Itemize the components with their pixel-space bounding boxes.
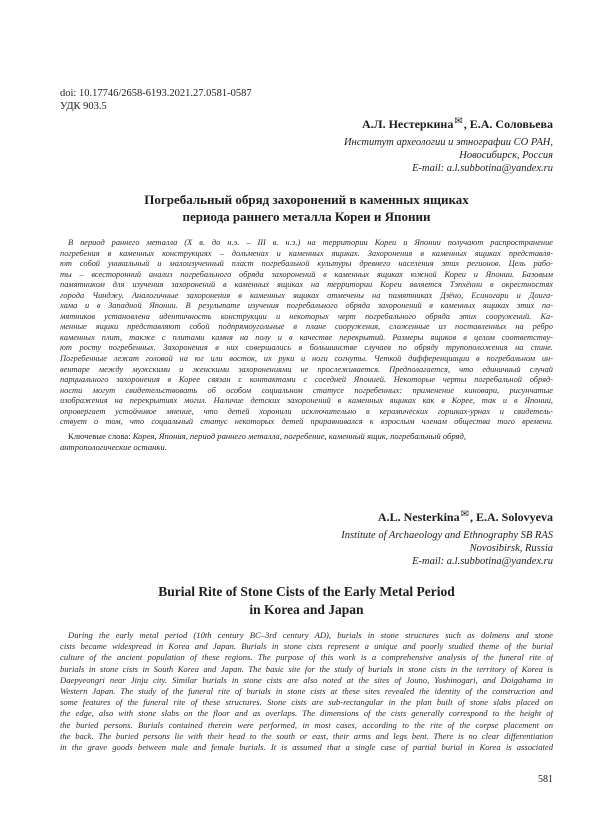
ru-abstract-line: погребения в каменных конструкциях – дольменах и каменных ящиках. Захоронения в каменных ящиках представля-	[60, 248, 553, 258]
ru-abstract-line: опровергает устойчивое мнение, что детей хоронили исключительно в керамических горшках-урнах и свидетель-	[60, 406, 553, 416]
ru-author-1: А.Л. Нестеркина	[361, 117, 454, 131]
en-author-2: , E.A. Solovyeva	[469, 510, 553, 524]
en-abstract-line: in the grave goods between male and female burials. It is assumed that a single case of partial burial in Korea is associated	[60, 741, 553, 752]
ru-abstract-line: вентаре между мужскими и женскими захоронениями не прослеживается. Предполагается, что единичный случай	[60, 364, 553, 374]
ru-abstract-line: изображения на перекрытиях могил. Наличие детских захоронений в каменных ящиках как в Корее, так и в Японии,	[60, 396, 553, 406]
ru-abstract-line: ности могут свидетельствовать об особом социальном статусе погребенных: применение киновари, рисунчатые	[60, 385, 553, 395]
ru-abstract-line: ют росту погребенных. Захоронения в них совершались в большинстве случаев по обряду трупоположения на спине.	[60, 343, 553, 353]
en-abstract-line: During the early metal period (10th century BC–3rd century AD), burials in stone structures such as dolmens and stone	[68, 630, 553, 640]
ru-abstract-line: ют собой уникальный и малоизученный пласт погребальной культуры древнего населения этих регионов. Цель рабо-	[60, 259, 553, 269]
keywords-label: Ключевые слова:	[68, 431, 133, 441]
en-abstract-line: Western Japan. The study of the funeral rite of burials in stone cists at these sites revealed the identity of the construction and	[60, 685, 553, 696]
en-abstract-line: the back. The buried persons lie with their head to the south or east, their arms and legs bent. There is no clear differentiation	[60, 730, 553, 741]
en-abstract-line: culture of the ancient population of these regions. The purpose of this work is a comprehensive analysis of the funeral rite of	[60, 652, 553, 663]
ru-affiliation-line: Институт археологии и этнографии СО РАН,	[343, 137, 553, 148]
ru-abstract-line: каменных плит, также с плитами камня на полу и в качестве перекрытий. Размеры ящиков в целом соответству-	[60, 332, 553, 342]
en-abstract-line: the edge, also with stone slabs on the floor and as overlaps. The dimensions of the cists generally correspond to the height of	[60, 708, 553, 719]
en-abstract-line: some features of the funeral rite of these structures. Stone cists are sub-rectangular in the plan built of stone slabs placed on	[60, 697, 553, 708]
envelope-icon: ✉	[460, 509, 469, 520]
ru-authors	[344, 114, 553, 132]
ru-abstract-line: Погребенные лежат головой на юг или восток, их руки и ноги согнуты. Четкой дифференциации в погребальном ин-	[60, 354, 553, 364]
ru-author-2: , Е.А. Соловьева	[463, 117, 553, 131]
ru-authors-block	[344, 114, 553, 175]
en-title-line: in Korea and Japan	[249, 602, 364, 617]
ru-keywords	[60, 431, 553, 453]
ru-title	[60, 191, 553, 225]
ru-abstract-line: менные ящики представляют собой подпрямоугольные в плане сооружения, сложенные из поставленных на ребро	[60, 322, 553, 332]
en-authors-block	[341, 507, 553, 568]
ru-abstract-line: ты – всесторонний анализ погребального обряда захоронений в каменных ящиках южной Кореи и Японии. Базовым	[60, 269, 553, 279]
ru-title-line: Погребальный обряд захоронений в каменных ящиках	[144, 192, 469, 207]
ru-email: E-mail: a.l.subbotina@yandex.ru	[412, 163, 553, 174]
ru-affiliation-line: Новосибирск, Россия	[459, 150, 553, 161]
en-abstract-line: cists became widespread in Korea and Japan. Burials in stone cists represent a unique and poorly studied theme of the burial	[60, 641, 553, 652]
en-email: E-mail: a.l.subbotina@yandex.ru	[412, 556, 553, 567]
ru-title-line: периода раннего металла Кореи и Японии	[182, 209, 431, 224]
ru-abstract-line: парциального захоронения в Корее связан с контактами с соседней Японией. Некоторые черты погребальной обряд-	[60, 375, 553, 385]
keywords-text: Корея, Япония, период раннего металла, погребение, каменный ящик, погребальный обряд,	[132, 431, 466, 441]
en-title	[60, 583, 553, 619]
ru-abstract-line: памятником для изучения захоронений в каменных ящиках на территории Кореи является Тэпхённи в окрестностях	[60, 280, 553, 290]
ru-abstract-line: ствует о том, что социальный статус некоторых детей приравнивался к взрослым членам общества того времени.	[60, 417, 553, 427]
en-title-line: Burial Rite of Stone Cists of the Early Metal Period	[158, 584, 455, 599]
en-affiliation-line: Novosibirsk, Russia	[469, 543, 553, 554]
en-abstract-line: burials in stone cists in South Korea and Japan. The basic site for the study of burials in stone cists in the territory of Korea is	[60, 663, 553, 674]
en-affiliation-line: Institute of Archaeology and Ethnography SB RAS	[341, 530, 553, 541]
ru-abstract-line: В период раннего металла (X в. до н.э. – III в. н.э.) на территории Кореи и Японии получают распространение	[68, 238, 553, 247]
ru-abstract-line: мятников установлена идентичность конструкции и некоторых черт погребального обряда этих сооружений. Ка-	[60, 311, 553, 321]
ru-abstract-line: города Чинджу. Аналогичные захоронения в каменных ящиках отмечены на памятниках Дзёно, Есиногари и Доига-	[60, 290, 553, 300]
en-abstract	[60, 630, 553, 753]
ru-affiliation	[344, 136, 553, 175]
page-number: 581	[538, 774, 553, 785]
article-meta	[60, 88, 252, 113]
ru-abstract-line: хама и в Западной Японии. В результате изучения погребального обряда захоронений в каменных ящиках этих па-	[60, 301, 553, 311]
ru-abstract	[60, 238, 553, 428]
en-authors	[341, 507, 553, 525]
en-abstract-line: Daepyeongri near Jinju city. Similar burials in stone cists are also noted at the sites of Jouno, Yoshinogari, and Doigahama in	[60, 674, 553, 685]
doi: doi: 10.17746/2658-6193.2021.27.0581-0587	[60, 88, 252, 99]
en-author-1: A.L. Nesterkina	[377, 510, 460, 524]
keywords-text: антропологические останки.	[60, 441, 167, 452]
envelope-icon: ✉	[454, 116, 463, 127]
en-abstract-line: the buried persons. Burials contained therein were performed, in most cases, according to the rite of the corpse placement on	[60, 719, 553, 730]
udc-code: УДК 903.5	[60, 100, 107, 112]
en-affiliation	[341, 529, 553, 568]
